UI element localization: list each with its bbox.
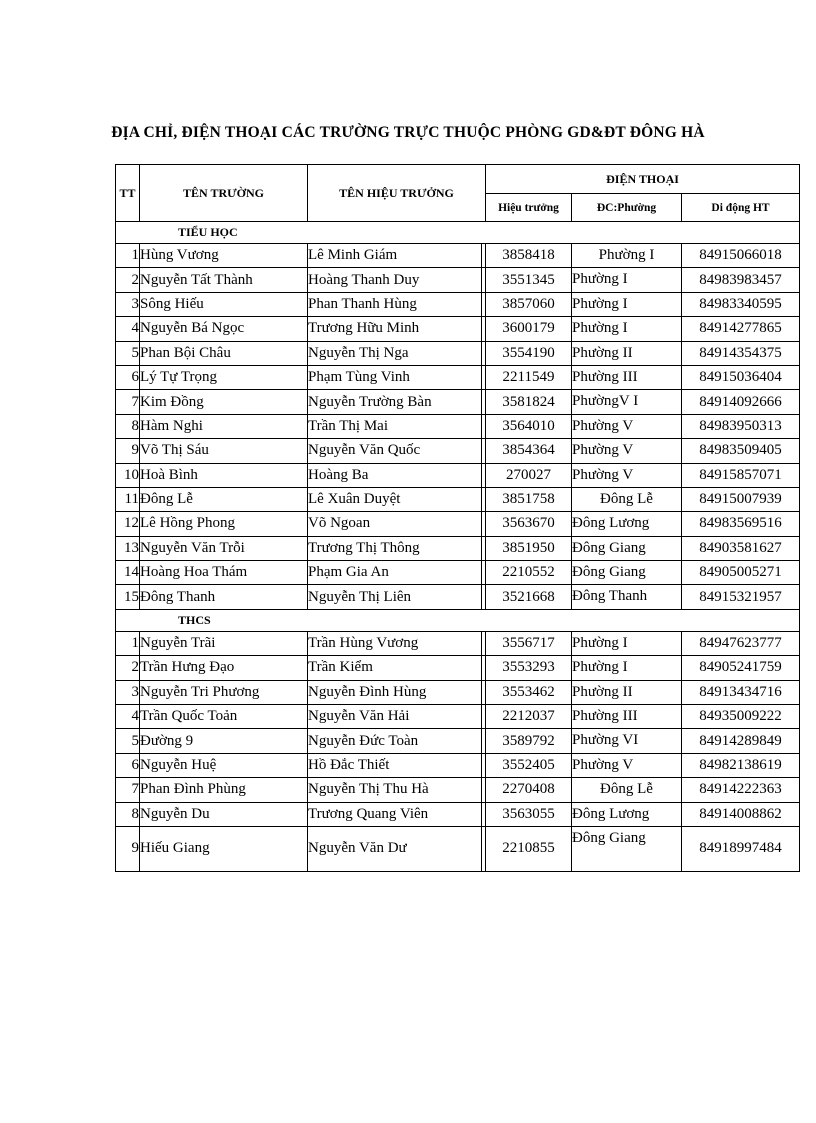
principal-name: Phan Thanh Hùng xyxy=(308,292,482,316)
table-row xyxy=(116,561,800,585)
table-row xyxy=(116,705,800,729)
table-row xyxy=(116,656,800,680)
header-phone-mobile: Di động HT xyxy=(682,194,800,222)
office-phone: 3564010 xyxy=(486,414,572,438)
ward: Đông Thanh xyxy=(572,585,682,609)
school-name: Nguyễn Văn Trỗi xyxy=(140,536,308,560)
table-row xyxy=(116,317,800,341)
office-phone: 3554190 xyxy=(486,341,572,365)
table-row xyxy=(116,802,800,826)
school-name: Lê Hồng Phong xyxy=(140,512,308,536)
office-phone: 3552405 xyxy=(486,753,572,777)
principal-name: Nguyễn Thị Thu Hà xyxy=(308,778,482,802)
row-number: 4 xyxy=(116,317,140,341)
mobile-phone: 84905005271 xyxy=(682,561,800,585)
mobile-phone: 84914289849 xyxy=(682,729,800,753)
principal-name: Trần Kiểm xyxy=(308,656,482,680)
table-row xyxy=(116,341,800,365)
mobile-phone: 84915036404 xyxy=(682,365,800,389)
table-row xyxy=(116,463,800,487)
row-number: 1 xyxy=(116,244,140,268)
mobile-phone: 84914222363 xyxy=(682,778,800,802)
school-name: Nguyễn Trãi xyxy=(140,631,308,655)
mobile-phone: 84915857071 xyxy=(682,463,800,487)
office-phone: 3858418 xyxy=(486,244,572,268)
table-row xyxy=(116,439,800,463)
header-principal-name: TÊN HIỆU TRƯỞNG xyxy=(308,165,486,222)
ward: Phường V xyxy=(572,753,682,777)
principal-name: Nguyễn Thị Nga xyxy=(308,341,482,365)
office-phone: 3581824 xyxy=(486,390,572,414)
office-phone: 3553293 xyxy=(486,656,572,680)
office-phone: 3851950 xyxy=(486,536,572,560)
school-name: Nguyễn Tất Thành xyxy=(140,268,308,292)
row-number: 14 xyxy=(116,561,140,585)
ward: Phường I xyxy=(572,317,682,341)
principal-name: Phạm Gia An xyxy=(308,561,482,585)
office-phone: 2270408 xyxy=(486,778,572,802)
principal-name: Nguyễn Văn Quốc xyxy=(308,439,482,463)
mobile-phone: 84983569516 xyxy=(682,512,800,536)
principal-name: Lê Xuân Duyệt xyxy=(308,487,482,511)
mobile-phone: 84915321957 xyxy=(682,585,800,609)
header-phone-principal: Hiệu trưởng xyxy=(486,194,572,222)
principal-name: Hoàng Ba xyxy=(308,463,482,487)
mobile-phone: 84905241759 xyxy=(682,656,800,680)
school-name: Hàm Nghi xyxy=(140,414,308,438)
office-phone: 3553462 xyxy=(486,680,572,704)
ward: Đông Lễ xyxy=(572,487,682,511)
office-phone: 3851758 xyxy=(486,487,572,511)
principal-name: Phạm Tùng Vinh xyxy=(308,365,482,389)
ward: Phường I xyxy=(572,631,682,655)
ward: Phường V xyxy=(572,463,682,487)
mobile-phone: 84915066018 xyxy=(682,244,800,268)
ward: Phường V xyxy=(572,414,682,438)
school-name: Nguyễn Du xyxy=(140,802,308,826)
row-number: 6 xyxy=(116,753,140,777)
office-phone: 3521668 xyxy=(486,585,572,609)
office-phone: 3556717 xyxy=(486,631,572,655)
row-number: 1 xyxy=(116,631,140,655)
section-row xyxy=(116,609,800,631)
office-phone: 3854364 xyxy=(486,439,572,463)
office-phone: 270027 xyxy=(486,463,572,487)
office-phone: 3551345 xyxy=(486,268,572,292)
mobile-phone: 84983983457 xyxy=(682,268,800,292)
ward: Đông Giang xyxy=(572,536,682,560)
ward: Phường III xyxy=(572,365,682,389)
school-name: Trần Hưng Đạo xyxy=(140,656,308,680)
school-name: Hoà Bình xyxy=(140,463,308,487)
row-number: 15 xyxy=(116,585,140,609)
principal-name: Võ Ngoan xyxy=(308,512,482,536)
principal-name: Nguyễn Trường Bàn xyxy=(308,390,482,414)
row-number: 8 xyxy=(116,802,140,826)
principal-name: Nguyễn Thị Liên xyxy=(308,585,482,609)
row-number: 5 xyxy=(116,341,140,365)
table-row xyxy=(116,585,800,609)
schools-table xyxy=(115,164,800,872)
school-name: Nguyễn Bá Ngọc xyxy=(140,317,308,341)
principal-name: Trần Thị Mai xyxy=(308,414,482,438)
principal-name: Nguyễn Văn Hải xyxy=(308,705,482,729)
section-label: THCS xyxy=(116,609,800,631)
ward: Phường I xyxy=(572,244,682,268)
row-number: 9 xyxy=(116,826,140,871)
principal-name: Lê Minh Giám xyxy=(308,244,482,268)
school-name: Đông Lễ xyxy=(140,487,308,511)
page-title: ĐỊA CHỈ, ĐIỆN THOẠI CÁC TRƯỜNG TRỰC THUỘC PHÒNG GD&ĐT ĐÔNG HÀ xyxy=(111,124,705,141)
principal-name: Nguyễn Đức Toàn xyxy=(308,729,482,753)
mobile-phone: 84903581627 xyxy=(682,536,800,560)
header-school-name: TÊN TRƯỜNG xyxy=(140,165,308,222)
school-name: Sông Hiếu xyxy=(140,292,308,316)
mobile-phone: 84915007939 xyxy=(682,487,800,511)
office-phone: 2210552 xyxy=(486,561,572,585)
table-row xyxy=(116,512,800,536)
principal-name: Nguyễn Văn Dư xyxy=(308,826,482,871)
office-phone: 2212037 xyxy=(486,705,572,729)
ward: Phường I xyxy=(572,268,682,292)
mobile-phone: 84983340595 xyxy=(682,292,800,316)
table-row xyxy=(116,268,800,292)
mobile-phone: 84947623777 xyxy=(682,631,800,655)
school-name: Phan Bội Châu xyxy=(140,341,308,365)
school-name: Hoàng Hoa Thám xyxy=(140,561,308,585)
mobile-phone: 84982138619 xyxy=(682,753,800,777)
principal-name: Trần Hùng Vương xyxy=(308,631,482,655)
table-row xyxy=(116,729,800,753)
office-phone: 2210855 xyxy=(486,826,572,871)
ward: Đông Lễ xyxy=(572,778,682,802)
row-number: 9 xyxy=(116,439,140,463)
ward: Phường VI xyxy=(572,729,682,753)
school-name: Lý Tự Trọng xyxy=(140,365,308,389)
table-row xyxy=(116,778,800,802)
table-row xyxy=(116,487,800,511)
school-name: Trần Quốc Toản xyxy=(140,705,308,729)
table-row xyxy=(116,680,800,704)
office-phone: 3589792 xyxy=(486,729,572,753)
mobile-phone: 84983950313 xyxy=(682,414,800,438)
mobile-phone: 84914008862 xyxy=(682,802,800,826)
row-number: 6 xyxy=(116,365,140,389)
ward: PhườngV I xyxy=(572,390,682,414)
ward: Đông Giang xyxy=(572,826,682,871)
row-number: 5 xyxy=(116,729,140,753)
row-number: 11 xyxy=(116,487,140,511)
row-number: 7 xyxy=(116,778,140,802)
mobile-phone: 84918997484 xyxy=(682,826,800,871)
school-name: Phan Đình Phùng xyxy=(140,778,308,802)
row-number: 2 xyxy=(116,656,140,680)
header-phone: ĐIỆN THOẠI xyxy=(486,165,800,194)
table-row xyxy=(116,536,800,560)
row-number: 2 xyxy=(116,268,140,292)
mobile-phone: 84914092666 xyxy=(682,390,800,414)
ward: Phường I xyxy=(572,292,682,316)
ward: Phường II xyxy=(572,680,682,704)
table-row xyxy=(116,631,800,655)
table-row xyxy=(116,414,800,438)
school-name: Đông Thanh xyxy=(140,585,308,609)
header-tt: TT xyxy=(116,165,140,222)
row-number: 3 xyxy=(116,292,140,316)
principal-name: Trương Quang Viên xyxy=(308,802,482,826)
principal-name: Hồ Đắc Thiết xyxy=(308,753,482,777)
ward: Đông Lương xyxy=(572,512,682,536)
ward: Phường II xyxy=(572,341,682,365)
office-phone: 3857060 xyxy=(486,292,572,316)
school-name: Hiếu Giang xyxy=(140,826,308,871)
table-row xyxy=(116,390,800,414)
school-name: Võ Thị Sáu xyxy=(140,439,308,463)
office-phone: 3563670 xyxy=(486,512,572,536)
table-row xyxy=(116,244,800,268)
mobile-phone: 84935009222 xyxy=(682,705,800,729)
row-number: 10 xyxy=(116,463,140,487)
row-number: 12 xyxy=(116,512,140,536)
school-name: Đường 9 xyxy=(140,729,308,753)
ward: Đông Lương xyxy=(572,802,682,826)
principal-name: Hoàng Thanh Duy xyxy=(308,268,482,292)
office-phone: 2211549 xyxy=(486,365,572,389)
ward: Phường V xyxy=(572,439,682,463)
principal-name: Nguyễn Đình Hùng xyxy=(308,680,482,704)
table-row xyxy=(116,826,800,871)
table-body xyxy=(116,222,800,872)
school-name: Nguyễn Tri Phương xyxy=(140,680,308,704)
row-number: 3 xyxy=(116,680,140,704)
table-row xyxy=(116,365,800,389)
row-number: 13 xyxy=(116,536,140,560)
school-name: Hùng Vương xyxy=(140,244,308,268)
section-row xyxy=(116,222,800,244)
mobile-phone: 84913434716 xyxy=(682,680,800,704)
row-number: 8 xyxy=(116,414,140,438)
ward: Phường III xyxy=(572,705,682,729)
office-phone: 3563055 xyxy=(486,802,572,826)
header-phone-ward: ĐC:Phường xyxy=(572,194,682,222)
mobile-phone: 84983509405 xyxy=(682,439,800,463)
mobile-phone: 84914277865 xyxy=(682,317,800,341)
ward: Phường I xyxy=(572,656,682,680)
table-row xyxy=(116,753,800,777)
mobile-phone: 84914354375 xyxy=(682,341,800,365)
principal-name: Trương Hữu Minh xyxy=(308,317,482,341)
school-name: Kim Đồng xyxy=(140,390,308,414)
principal-name: Trương Thị Thông xyxy=(308,536,482,560)
table-row xyxy=(116,292,800,316)
school-name: Nguyễn Huệ xyxy=(140,753,308,777)
row-number: 7 xyxy=(116,390,140,414)
ward: Đông Giang xyxy=(572,561,682,585)
office-phone: 3600179 xyxy=(486,317,572,341)
section-label: TIỂU HỌC xyxy=(116,222,800,244)
row-number: 4 xyxy=(116,705,140,729)
